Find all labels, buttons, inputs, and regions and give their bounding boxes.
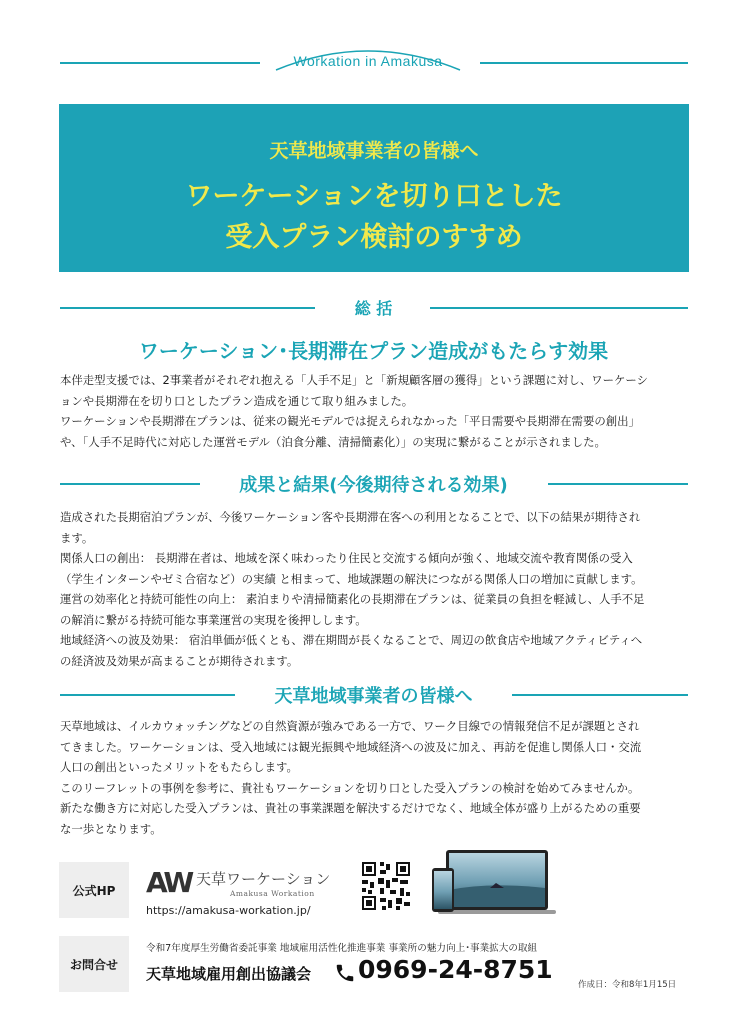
message-line: てきました。ワーケーションは、受入地域には観光振興や地域経済への波及に加え、再訪を促進し関係人口・交流 <box>60 739 642 754</box>
results-line: の経済波及効果が高まることが期待されます。 <box>60 653 299 668</box>
results-line: 造成された長期宿泊プランが、今後ワーケーション客や長期滞在客への利用となることで、以下の結果が期待され <box>60 510 641 524</box>
phone-icon <box>334 961 356 985</box>
summary-line: 本伴走型支援では、2事業者がそれぞれ抱える「人手不足」と「新規顧客層の獲得」という課題に対し、ワーケーシ <box>60 373 648 387</box>
hero-line2: ワーケーションを切り口とした <box>185 181 563 212</box>
results-line: の解消に繋がる持続可能な事業運営の実現を後押しします。 <box>60 612 367 627</box>
qr-code-icon[interactable] <box>360 860 412 912</box>
results-line: （学生インターンやゼミ合宿など）の実績 と相まって、地域課題の解決につながる関係人口の増加に貢献します。 <box>60 571 643 586</box>
hero-line1: 天草地域事業者の皆様へ <box>269 140 479 162</box>
hero-banner <box>59 104 689 272</box>
summary-label: 総 括 <box>354 299 393 318</box>
devices-illustration <box>430 848 560 918</box>
results-line: 地域経済への波及効果： 宿泊単価が低くとも、滞在期間が長くなることで、周辺の飲食店や地域アクティビティへ <box>60 633 643 647</box>
message-line: このリーフレットの事例を参考に、貴社もワーケーションを切り口とした受入プランの検討を始めてみませんか。 <box>60 780 640 795</box>
summary-title: ワーケーション･長期滞在プラン造成がもたらす効果 <box>138 339 609 363</box>
logo-jp: 天草ワーケーション <box>196 870 331 888</box>
tagline-text: Workation in Amakusa <box>293 53 443 69</box>
created-date: 作成日：令和8年1月15日 <box>578 980 677 990</box>
message-line: 天草地域は、イルカウォッチングなどの自然資源が強みである一方で、ワーク目線での情報発信不足が課題とされ <box>60 719 640 733</box>
results-line: 運営の効率化と持続可能性の向上： 素泊まりや清掃簡素化の長期滞在プランは、従業員の負担を軽減し、人手不足 <box>60 592 645 606</box>
header-rule-right <box>480 62 688 64</box>
summary-body <box>60 370 690 452</box>
message-body <box>60 716 690 839</box>
hp-label: 公式HP <box>72 883 116 898</box>
hero-line3: 受入プラン検討のすすめ <box>225 222 523 253</box>
hp-url[interactable]: https://amakusa-workation.jp/ <box>146 904 311 917</box>
message-line: 人口の創出といったメリットをもたらします。 <box>60 760 298 774</box>
project-line: 令和7年度厚生労働省委託事業 地域雇用活性化推進事業 事業所の魅力向上･事業拡大の取組 <box>146 943 538 954</box>
message-line: な一歩となります。 <box>60 821 162 836</box>
results-line: 関係人口の創出： 長期滞在者は、地域を深く味わったり住民と交流する傾向が強く、地域交流や教育関係の受入 <box>60 551 633 565</box>
phone-number[interactable]: 0969-24-8751 <box>358 955 553 984</box>
contact-label: お問合せ <box>69 957 118 972</box>
org-name: 天草地域雇用創出協議会 <box>146 965 312 983</box>
contact-label-box <box>59 936 129 992</box>
summary-line: や、「人手不足時代に対応した運営モデル（泊食分離、清掃簡素化）」の実現に繋がることが示されました。 <box>60 434 606 449</box>
message-title: 天草地域事業者の皆様へ <box>274 686 473 707</box>
hp-label-box <box>59 862 129 918</box>
results-body <box>60 507 690 671</box>
message-line: 新たな働き方に対応した受入プランは、貴社の事業課題を解決するだけでなく、地域全体が盛り上がるための重要 <box>60 801 641 815</box>
results-title: 成果と結果(今後期待される効果) <box>239 475 508 496</box>
header-rule-left <box>60 62 260 64</box>
logo-en: Amakusa Workation <box>230 889 315 898</box>
summary-line: ョンや長期滞在を切り口としたプラン造成を通じて取り組みました。 <box>60 393 414 408</box>
tagline-arc <box>258 18 478 88</box>
results-line: ます。 <box>60 530 94 545</box>
logo[interactable] <box>146 866 356 900</box>
summary-line: ワーケーションや長期滞在プランは、従来の観光モデルでは捉えられなかった「平日需要や長期滞在需要の創出」 <box>60 414 640 428</box>
logo-mark: AW <box>146 866 192 899</box>
